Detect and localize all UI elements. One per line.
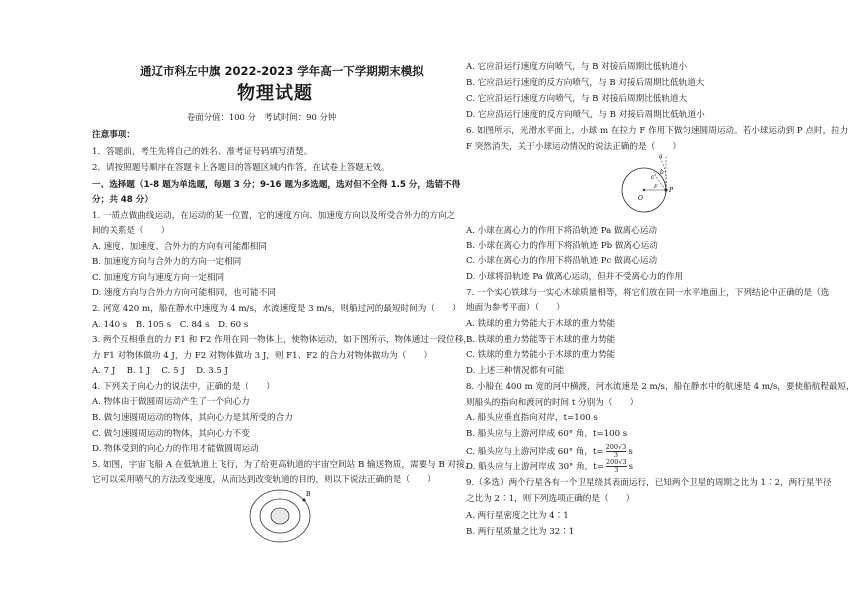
question-line: 它可以采用喷气的方法改变速度，从而达到改变轨道的目的，则以下说法正确的是（ ） bbox=[92, 475, 436, 485]
exam-title: 通辽市科左中旗 2022-2023 学年高一下学期期末模拟 bbox=[140, 64, 424, 78]
question-line: 6. 如图所示，光滑水平面上，小球 m 在拉力 F 作用下做匀速圆周运动。若小球运动到 P 点时，拉力 bbox=[466, 126, 849, 136]
label-c: c bbox=[651, 174, 655, 181]
option-line: C. 做匀速圆周运动的物体，其向心力不变 bbox=[92, 429, 250, 439]
option-line: D. 物体受到的向心力的作用才能做圆周运动 bbox=[92, 444, 259, 454]
label-b: b bbox=[660, 169, 664, 176]
question-line: 之比为 2∶1，则下列选项正确的是（ ） bbox=[466, 494, 635, 504]
option-line: B. 铁球的重力势能等于木球的重力势能 bbox=[466, 335, 616, 345]
option-line: A. 船头应垂直指向对岸，t=100 s bbox=[466, 413, 598, 423]
label-b-orbit: B bbox=[306, 491, 311, 498]
subject-title: 物理试题 bbox=[237, 83, 313, 104]
question-line: 1. 一质点做曲线运动，在运动的某一位置，它的速度方向、加速度方向以及所受合外力的方向之 bbox=[92, 211, 456, 221]
option-line: D. 它应沿运行速度的反方向喷气，与 B 对接后周期比低轨道小 bbox=[466, 110, 705, 120]
question-line: 9.（多选）两个行星各有一个卫星绕其表面运行，已知两个卫星的周期之比为 1∶2，两行星半径 bbox=[466, 478, 832, 488]
option-line: D. 上述三种情况都有可能 bbox=[466, 366, 564, 376]
label-a: a bbox=[659, 153, 663, 160]
note-item: 1．答题前，考生先将自己的姓名、准考证号码填写清楚。 bbox=[92, 147, 313, 157]
option-line: B. 做匀速圆周运动的物体，其向心力是其所受的合力 bbox=[92, 413, 293, 423]
option-line-fraction: C. 船头应与上游河岸成 60° 角，t= $\frac{200√3}{3}$ s bbox=[466, 443, 633, 459]
option-line: A. 140 s B. 105 s C. 84 s D. 60 s bbox=[92, 320, 249, 330]
option-line: B. 船头应与上游河岸成 60° 角，t=100 s bbox=[466, 429, 628, 439]
option-line-fraction: D. 船头应与上游河岸成 30° 角，t= $\frac{200√3}{3}$ s bbox=[466, 458, 634, 474]
option-line: A. 它应沿运行速度方向喷气，与 B 对接后周期比低轨道小 bbox=[466, 62, 688, 72]
option-line: D. 速度方向与合外力方向可能相同，也可能不同 bbox=[92, 288, 276, 298]
option-line: C. 它应沿运行速度方向喷气，与 B 对接后周期比低轨道大 bbox=[466, 94, 688, 104]
section-heading: 一、选择题（1-8 题为单选题，每题 3 分；9-16 题为多选题，选对但不全得 1.5 分，选错不得 bbox=[92, 180, 461, 190]
option-line: A. 7 J B. 1 J C. 5 J D. 3.5 J bbox=[92, 366, 228, 376]
question-line: 2. 河宽 420 m，船在静水中速度为 4 m/s，水流速度是 3 m/s，则船过河的最短时间为（ ） bbox=[92, 304, 461, 314]
option-line: D. 小球将沿轨迹 Pa 做离心运动，但并不受离心力的作用 bbox=[466, 272, 684, 282]
fraction: $\frac{200√3}{3}$ bbox=[605, 458, 627, 474]
question-line: 间的关系是（ ） bbox=[92, 226, 170, 236]
label-p: P bbox=[669, 187, 674, 194]
question-line: 4. 下列关于向心力的说法中，正确的是（ ） bbox=[92, 382, 275, 392]
option-line: A. 两行星密度之比为 4∶1 bbox=[466, 511, 569, 521]
section-heading-cont: 分；共 48 分） bbox=[92, 195, 153, 205]
label-f: F bbox=[654, 184, 658, 190]
option-line: A. 铁球的重力势能大于木球的重力势能 bbox=[466, 319, 616, 329]
note-item: 2．请按照题号顺序在答题卡上各题目的答题区域内作答，在试卷上答题无效。 bbox=[92, 163, 390, 173]
notes-heading: 注意事项： bbox=[92, 130, 135, 140]
label-o: O bbox=[638, 195, 643, 202]
question-line: 8. 小船在 400 m 宽的河中横渡，河水流速是 2 m/s，船在静水中的航速是 4 m/s，要使船航程最短， bbox=[466, 382, 855, 392]
circular-motion-figure bbox=[616, 152, 688, 216]
exam-meta: 卷面分值：100 分 考试时间：90 分钟 bbox=[187, 112, 337, 122]
option-line: A. 小球在离心力的作用下将沿轨迹 Pa 做离心运动 bbox=[466, 226, 657, 236]
fraction: $\frac{200√3}{3}$ bbox=[605, 443, 627, 459]
option-line: A. 速度、加速度、合外力的方向有可能都相同 bbox=[92, 242, 267, 252]
option-line: A. 物体由于做圆周运动产生了一个向心力 bbox=[92, 397, 250, 407]
option-line: C. 加速度方向与速度方向一定相同 bbox=[92, 273, 225, 283]
question-line: 力 F1 对物体做功 4 J，力 F2 对物体做功 3 J，则 F1、F2 的合力对物体做功为（ ） bbox=[92, 351, 433, 361]
question-line: 7. 一个实心铁球与一实心木球质量相等，将它们放在同一水平地面上，下列结论中正确的是（选 bbox=[466, 288, 830, 298]
option-line: B. 它应沿运行速度的反方向喷气，与 B 对接后周期比低轨道大 bbox=[466, 78, 705, 88]
option-line: C. 铁球的重力势能小于木球的重力势能 bbox=[466, 350, 616, 360]
option-line: B. 小球在离心力的作用下将沿轨迹 Pb 做离心运动 bbox=[466, 241, 658, 251]
question-line: 5. 如图，宇宙飞船 A 在低轨道上飞行，为了给更高轨道的宇宙空间站 B 输送物质，需要与 B 对接， bbox=[92, 460, 474, 470]
orbit-figure bbox=[246, 486, 314, 546]
question-line: 则船头的指向和渡河的时间 t 分别为（ ） bbox=[466, 398, 639, 408]
question-line: 地面为参考平面）（ ） bbox=[466, 303, 565, 313]
option-line: C. 小球在离心力的作用下将沿轨迹 Pc 做离心运动 bbox=[466, 256, 658, 266]
option-line: B. 两行星质量之比为 32∶1 bbox=[466, 527, 575, 537]
question-line: F 突然消失，关于小球运动情况的说法正确的是（ ） bbox=[466, 142, 681, 152]
question-line: 3. 两个互相垂直的力 F1 和 F2 作用在同一物体上，使物体运动，如下图所示，物体通过一段位移， bbox=[92, 335, 472, 345]
option-line: B. 加速度方向与合外力的方向一定相同 bbox=[92, 257, 242, 267]
